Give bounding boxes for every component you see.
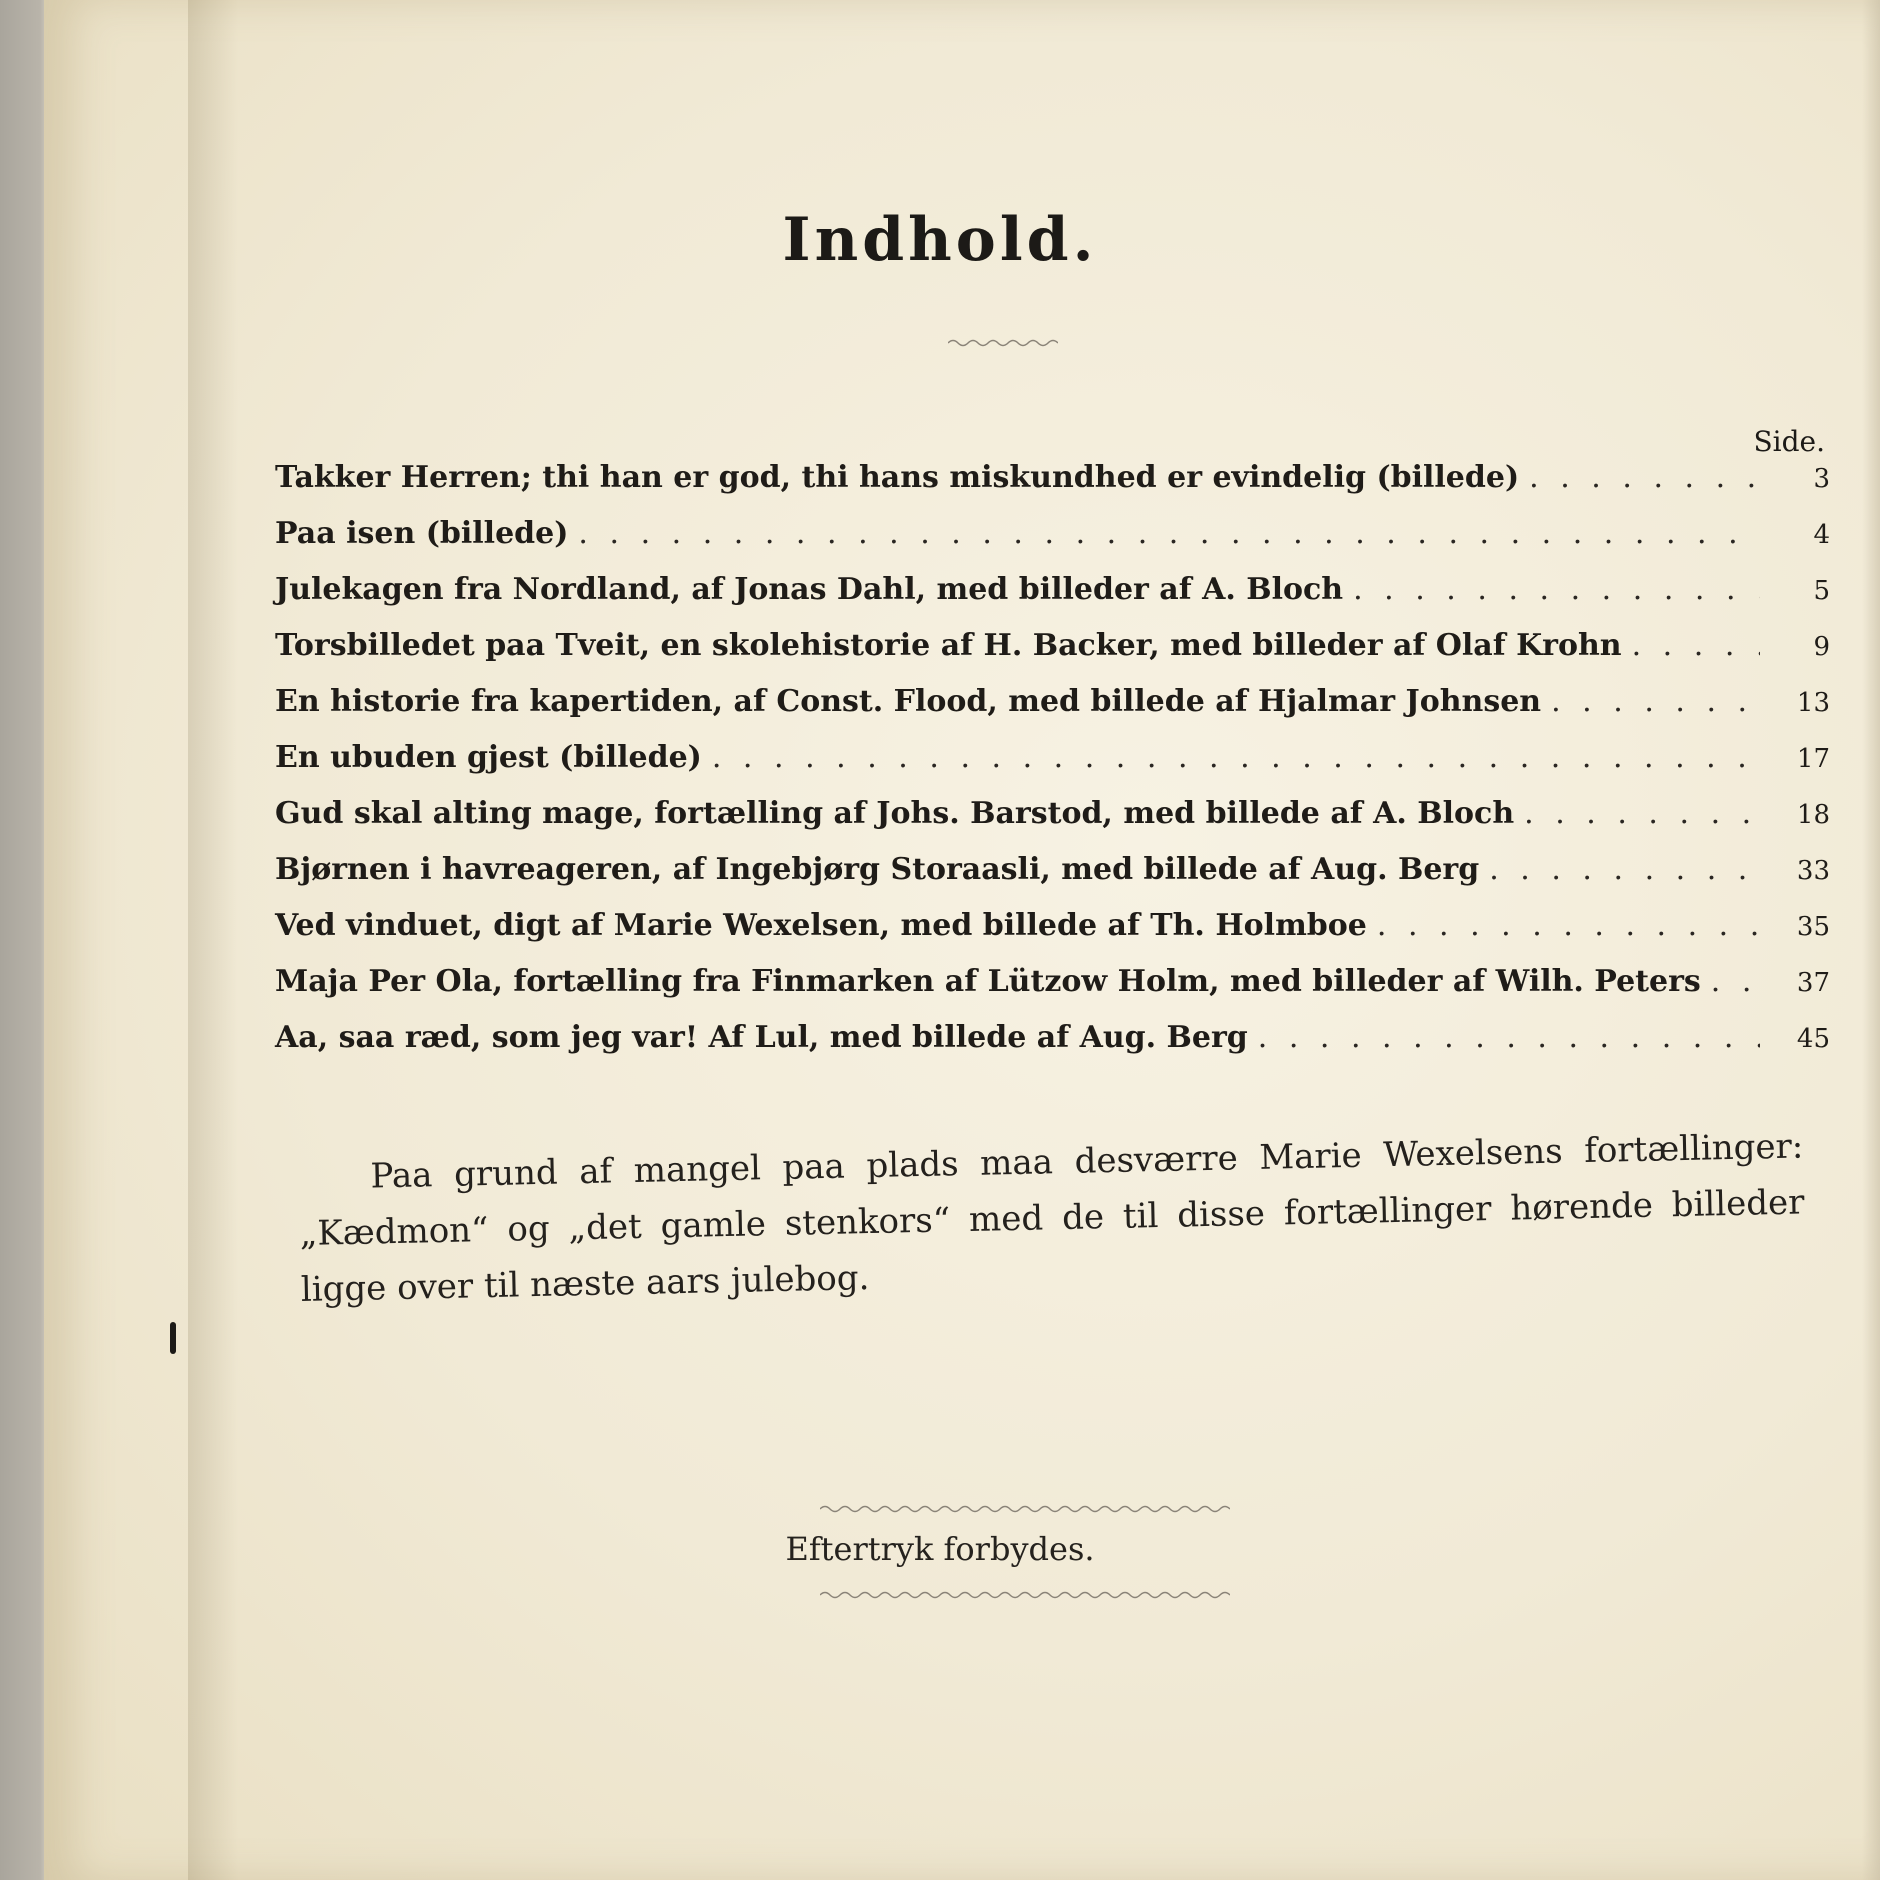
toc-entry-title: En ubuden gjest (billede)	[275, 740, 702, 775]
toc-entry-title: Takker Herren; thi han er god, thi hans miskundhed er evindelig (billede)	[275, 460, 1520, 495]
toc-entry-title: Maja Per Ola, fortælling fra Finmarken af Lützow Holm, med billeder af Wilh. Peters	[275, 964, 1701, 999]
toc-leader-dots	[712, 740, 1760, 775]
toc-leader-dots	[1489, 852, 1760, 887]
toc-entry-title: Paa isen (billede)	[275, 516, 569, 551]
page-fold-shadow	[188, 0, 238, 1880]
toc-leader-dots	[1258, 1020, 1760, 1055]
toc-leader-dots	[1551, 684, 1760, 719]
toc-row	[275, 908, 1830, 964]
toc-entry-page: 17	[1796, 744, 1830, 774]
toc-row	[275, 740, 1830, 796]
toc-leader-dots	[1524, 796, 1760, 831]
toc-entry-title: Julekagen fra Nordland, af Jonas Dahl, med billeder af A. Bloch	[275, 572, 1344, 607]
toc-entry-title: Gud skal alting mage, fortælling af Johs. Barstod, med billede af A. Bloch	[275, 796, 1515, 831]
toc-row	[275, 852, 1830, 908]
toc-entry-title: Aa, saa ræd, som jeg var! Af Lul, med billede af Aug. Berg	[275, 1020, 1248, 1055]
title-ornament	[948, 336, 1058, 350]
toc-entry-page: 5	[1813, 576, 1830, 606]
table-of-contents	[275, 460, 1830, 1076]
toc-entry-title: Torsbilledet paa Tveit, en skolehistorie af H. Backer, med billeder af Olaf Krohn	[275, 628, 1622, 663]
binding-mark	[170, 1322, 176, 1354]
toc-leader-dots	[578, 516, 1760, 551]
toc-row	[275, 964, 1830, 1020]
toc-entry-title: En historie fra kapertiden, af Const. Flood, med billede af Hjalmar Johnsen	[275, 684, 1542, 719]
toc-entry-page: 35	[1796, 912, 1830, 942]
toc-entry-page: 37	[1796, 968, 1830, 998]
toc-leader-dots	[1711, 964, 1760, 999]
toc-entry-page: 3	[1813, 464, 1830, 494]
toc-entry-page: 13	[1796, 688, 1830, 718]
toc-row	[275, 628, 1830, 684]
toc-row	[275, 684, 1830, 740]
page-title: Indhold.	[782, 205, 1098, 275]
footer-ornament-bottom	[820, 1588, 1230, 1602]
toc-row	[275, 1020, 1830, 1076]
toc-leader-dots	[1377, 908, 1760, 943]
page-column-header: Side.	[1753, 425, 1825, 458]
toc-entry-page: 45	[1796, 1024, 1830, 1054]
toc-row	[275, 796, 1830, 852]
page-right-edge	[1862, 0, 1880, 1880]
toc-row	[275, 460, 1830, 516]
toc-leader-dots	[1632, 628, 1760, 663]
toc-entry-title: Bjørnen i havreageren, af Ingebjørg Storaasli, med billede af Aug. Berg	[275, 852, 1480, 887]
toc-entry-page: 9	[1813, 632, 1830, 662]
toc-leader-dots	[1529, 460, 1760, 495]
editorial-note: Paa grund af mangel paa plads maa desværre Marie Wexelsens fortællinger: „Kædmon“ og „det gamle stenkors“ med de til disse fortællinger hørende billeder ligge over til næste aars julebog.	[299, 1126, 1805, 1310]
reprint-notice: Eftertryk forbydes.	[785, 1530, 1095, 1568]
toc-row	[275, 516, 1830, 572]
toc-entry-page: 33	[1796, 856, 1830, 886]
toc-entry-title: Ved vinduet, digt af Marie Wexelsen, med billede af Th. Holmboe	[275, 908, 1367, 943]
toc-entry-page: 4	[1813, 520, 1830, 550]
footer-ornament-top	[820, 1502, 1230, 1516]
toc-entry-page: 18	[1796, 800, 1830, 830]
toc-leader-dots	[1353, 572, 1760, 607]
toc-row	[275, 572, 1830, 628]
